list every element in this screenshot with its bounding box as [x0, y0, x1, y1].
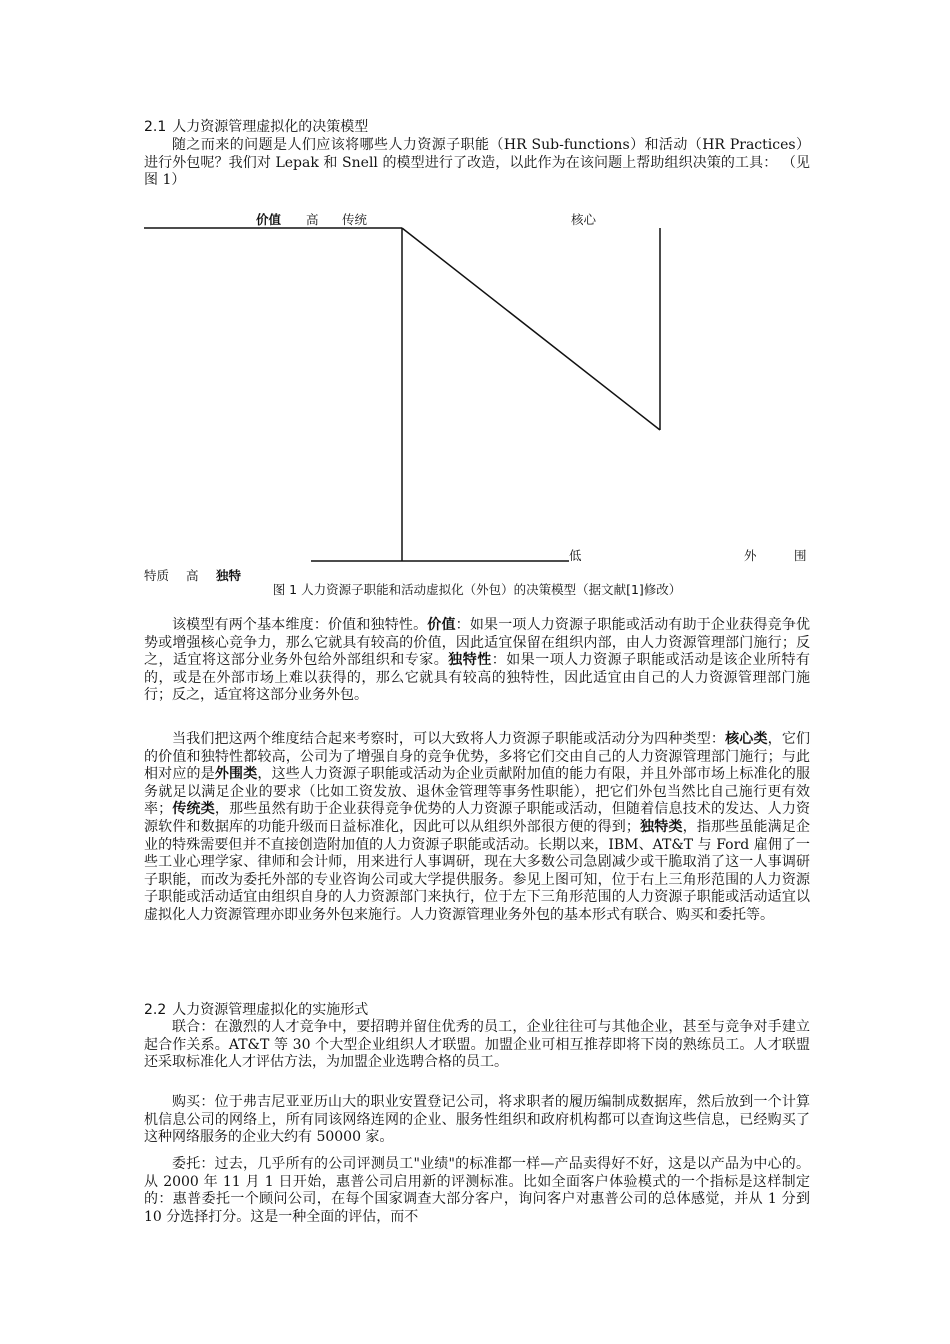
label-low: 低: [569, 548, 582, 563]
term-peripheral: 外围类: [214, 766, 258, 783]
intro-paragraph: 随之而来的问题是人们应该将哪些人力资源子职能（HR Sub-functions）和活动（HR Practices）进行外包呢？我们对 Lepak 和 Snell 的模型进行了改造，以此作为在该问题上帮助组织决策的工具： （见图 1）: [144, 137, 810, 189]
label-traditional: 传统: [342, 212, 368, 227]
text-run: ，指那些虽能满足企业的特殊需要但并不直接创造附加值的人力资源子职能或活动。长期以来，IBM、AT&T 与 Ford 雇佣了一些工业心理学家、律师和会计师，用来进行人事调研，现在大多数公司急剧减少或干脆取消了这一人事调研子职能，而改为委托外部的专业咨询公司或大学提供服务。参见上图可知，位于右上三角形范围的人力资源子职能或活动适宜由组织自身的人力资源部门来执行，位于左下三角形范围的人力资源子职能或活动适宜以虚拟化人力资源管理亦即业务外包来施行。人力资源管理业务外包的基本形式有联合、购买和委托等。: [144, 818, 811, 923]
label-value: 价值: [256, 212, 282, 227]
text-run: ：如果一项人力资源子职能或活动是该企业所特有的，或是在外部市场上难以获得的，那么它就具有较高的独特性，因此适宜由自己的人力资源管理部门施行；反之，适宜将这部分业务外包。: [144, 652, 810, 704]
label-peripheral-2: 围: [794, 548, 807, 563]
text-run: ：如果一项人力资源子职能或活动有助于企业获得竞争优势或增强核心竞争力，那么它就具有较高的价值，因此适宜保留在组织内部，由人力资源管理部门施行；反之，适宜将这部分业务外包给外部组织和专家。: [144, 617, 811, 669]
paragraph-alliance: 联合：在激烈的人才竞争中，要招聘并留住优秀的员工，企业往往可与其他企业，甚至与竞争对手建立起合作关系。AT&T 等 30 个大型企业组织人才联盟。加盟企业可相互推荐即将下岗的熟练员工。人才联盟还采取标准化人才评估方法，为加盟企业选聘合格的员工。: [144, 1019, 810, 1071]
section-title: 人力资源管理虚拟化的实施形式: [172, 1002, 369, 1018]
label-high-bottom: 高: [186, 568, 199, 583]
text-run: 该模型有两个基本维度：价值和独特性。: [172, 617, 428, 633]
label-core: 核心: [571, 212, 597, 227]
paragraph-purchase: 购买：位于弗吉尼亚亚历山大的职业安置登记公司，将求职者的履历编制成数据库，然后放到一个计算机信息公司的网络上，所有同该网络连网的企业、服务性组织和政府机构都可以查询这些信息，已经购买了这种网络服务的企业大约有 50000 家。: [144, 1094, 810, 1146]
term-unique: 独特类: [639, 818, 683, 835]
paragraph-four-types: [144, 731, 810, 925]
text-run: ，那些虽然有助于企业获得竞争优势的人力资源子职能或活动，但随着信息技术的发达、人力资源软件和数据库的功能升级而日益标准化，因此可以从组织外部很方便的得到；: [144, 801, 811, 835]
decision-model-diagram: [0, 0, 950, 600]
label-peripheral-1: 外: [744, 548, 757, 563]
paragraph-commission: 委托：过去，几乎所有的公司评测员工"业绩"的标准都一样—产品卖得好不好，这是以产品为中心的。从 2000 年 11 月 1 日开始，惠普公司启用新的评测标准。比如全面客户体验模式的一个指标是这样制定的：惠普委托一个顾问公司，在每个国家调查大部分客户，询问客户对惠普公司的总体感觉，并从 1 分到 10 分选择打分。这是一种全面的评估，而不: [144, 1156, 810, 1225]
text-run: ，这些人力资源子职能或活动为企业贡献附加值的能力有限，并且外部市场上标准化的服务就足以满足企业的要求（比如工资发放、退休金管理等事务性职能），把它们外包当然比自己施行更有效率；: [144, 766, 811, 818]
label-trait: 特质: [144, 568, 170, 583]
term-traditional: 传统类: [172, 801, 215, 818]
term-value: 价值: [427, 617, 456, 633]
section-heading: [144, 1001, 810, 1019]
text-run: ，它们的价值和独特性都较高，公司为了增强自身的竞争优势，多将它们交由自己的人力资源管理部门施行；与此相对应的是: [144, 731, 811, 783]
text-run: 当我们把这两个维度结合起来考察时，可以大致将人力资源子职能或活动分为四种类型：: [172, 731, 726, 747]
diagonal-divider-line: [402, 228, 660, 430]
section-number: 2.2: [144, 1002, 167, 1018]
figure-caption: 图 1 人力资源子职能和活动虚拟化（外包）的决策模型（据文献[1]修改）: [272, 582, 682, 597]
term-core: 核心类: [725, 731, 768, 747]
label-unique: 独特: [216, 568, 242, 583]
label-high-top: 高: [306, 212, 319, 227]
section-title: 人力资源管理虚拟化的决策模型: [172, 119, 369, 135]
paragraph-dimensions: [144, 617, 810, 705]
term-uniqueness: 独特性: [448, 652, 492, 669]
section-number: 2.1: [144, 119, 167, 135]
